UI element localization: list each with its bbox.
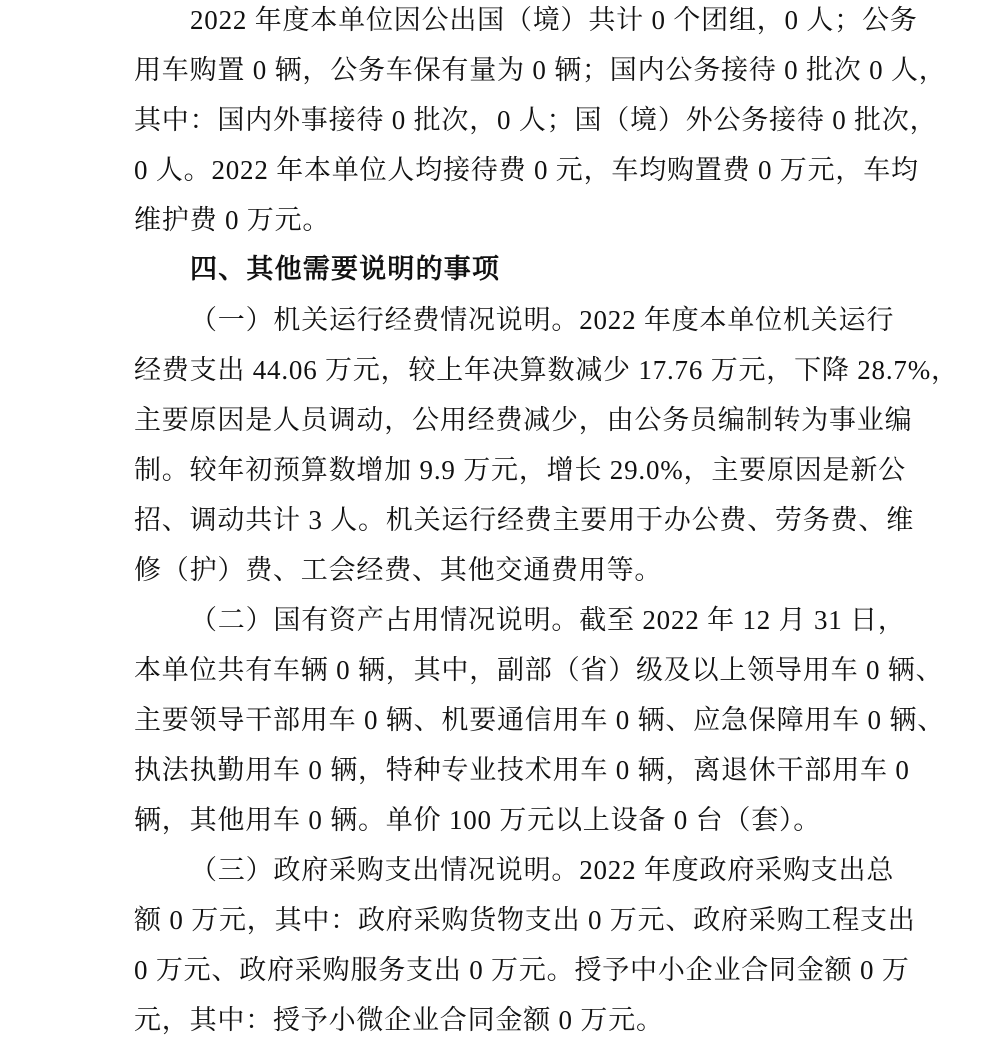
paragraph-line: （二）国有资产占用情况说明。截至 2022 年 12 月 31 日， bbox=[190, 605, 906, 635]
paragraph-line: （三）政府采购支出情况说明。2022 年度政府采购支出总 bbox=[190, 855, 895, 885]
paragraph-line: 0 万元、政府采购服务支出 0 万元。授予中小企业合同金额 0 万 bbox=[134, 955, 910, 985]
paragraph-line: 其中：国内外事接待 0 批次，0 人；国（境）外公务接待 0 批次， bbox=[134, 105, 938, 135]
paragraph-line: 经费支出 44.06 万元，较上年决算数减少 17.76 万元，下降 28.7%， bbox=[134, 355, 959, 385]
paragraph-line: 辆，其他用车 0 辆。单价 100 万元以上设备 0 台（套）。 bbox=[134, 805, 822, 835]
paragraph-line: 维护费 0 万元。 bbox=[134, 205, 331, 235]
section-heading: 四、其他需要说明的事项 bbox=[190, 254, 501, 285]
paragraph-line: 制。较年初预算数增加 9.9 万元，增长 29.0%，主要原因是新公 bbox=[134, 455, 906, 485]
paragraph-line: 本单位共有车辆 0 辆，其中，副部（省）级及以上领导用车 0 辆、 bbox=[134, 655, 944, 685]
paragraph-line: 用车购置 0 辆，公务车保有量为 0 辆；国内公务接待 0 批次 0 人， bbox=[134, 55, 947, 85]
paragraph-line: 0 人。2022 年本单位人均接待费 0 元，车均购置费 0 万元，车均 bbox=[134, 155, 919, 185]
paragraph-line: （一）机关运行经费情况说明。2022 年度本单位机关运行 bbox=[190, 305, 895, 335]
paragraph-line: 执法执勤用车 0 辆，特种专业技术用车 0 辆，离退休干部用车 0 bbox=[134, 755, 910, 785]
paragraph-line: 主要领导干部用车 0 辆、机要通信用车 0 辆、应急保障用车 0 辆、 bbox=[134, 705, 945, 735]
paragraph-line: 招、调动共计 3 人。机关运行经费主要用于办公费、劳务费、维 bbox=[134, 505, 914, 535]
paragraph-line: 主要原因是人员调动，公用经费减少，由公务员编制转为事业编 bbox=[134, 405, 913, 435]
paragraph-line: 元，其中：授予小微企业合同金额 0 万元。 bbox=[134, 1005, 664, 1035]
paragraph-line: 额 0 万元，其中：政府采购货物支出 0 万元、政府采购工程支出 bbox=[134, 905, 916, 935]
paragraph-line: 修（护）费、工会经费、其他交通费用等。 bbox=[134, 555, 663, 585]
paragraph-line: 2022 年度本单位因公出国（境）共计 0 个团组，0 人；公务 bbox=[190, 5, 918, 35]
